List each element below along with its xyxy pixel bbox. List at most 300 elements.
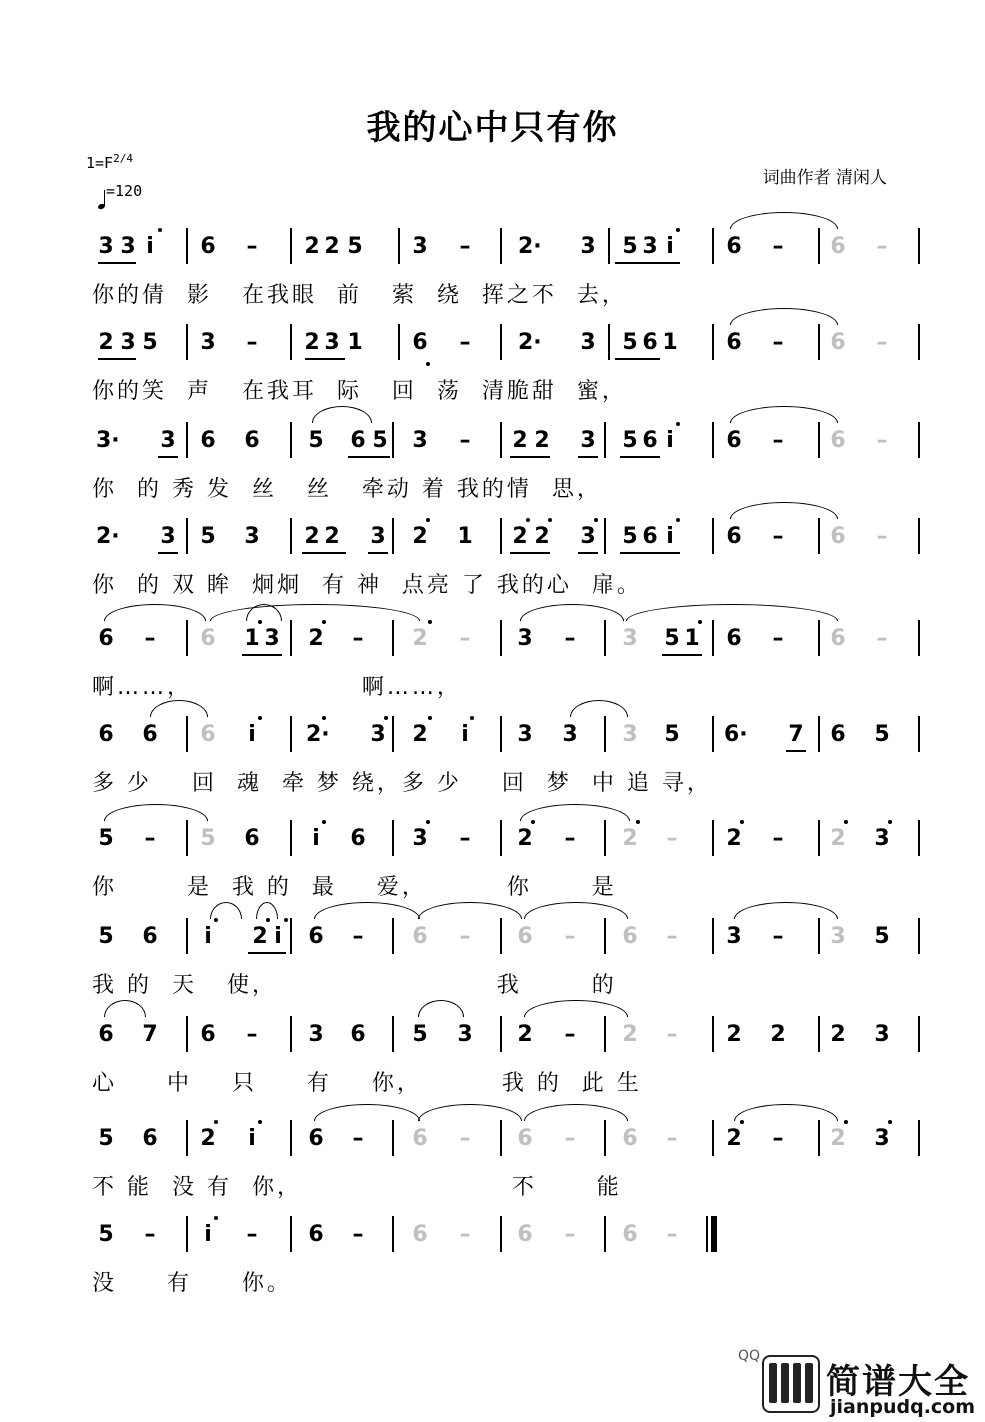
note: 2	[830, 1022, 846, 1047]
note: 2	[726, 1022, 742, 1047]
bar-line	[818, 820, 820, 856]
note: 1	[457, 524, 473, 549]
octave-dot	[888, 820, 892, 824]
note: i	[666, 428, 674, 453]
tempo-marking	[98, 182, 142, 200]
bar-line	[500, 918, 502, 954]
note: –	[459, 626, 471, 651]
note: 2	[770, 1022, 786, 1047]
bar-line	[392, 1120, 394, 1156]
note-row	[0, 424, 985, 464]
note: 6	[830, 524, 846, 549]
bar-line	[604, 716, 606, 752]
note: 6	[412, 330, 428, 355]
note: 6	[200, 428, 216, 453]
note: 6	[200, 234, 216, 259]
time-signature: 2/4	[113, 152, 133, 165]
staff-system	[0, 920, 985, 1016]
note: i	[666, 524, 674, 549]
note: 3	[308, 1022, 324, 1047]
note: –	[246, 1022, 258, 1047]
tempo-value: =120	[106, 182, 143, 200]
bar-line	[818, 518, 820, 554]
beam-underline	[242, 654, 282, 656]
bar-line	[918, 422, 920, 458]
note: 2·	[96, 524, 120, 549]
bar-line	[818, 228, 820, 264]
note: 6	[350, 1022, 366, 1047]
note: –	[666, 1222, 678, 1247]
note: 1	[684, 626, 700, 651]
beam-underline	[786, 750, 806, 752]
note: 3	[412, 428, 428, 453]
tie-slur	[730, 212, 838, 229]
note: 2	[304, 330, 320, 355]
note: –	[772, 234, 784, 259]
bar-line	[392, 820, 394, 856]
note: 6	[142, 1126, 158, 1151]
note: 2	[308, 626, 324, 651]
note: 6	[142, 924, 158, 949]
note: 6	[830, 428, 846, 453]
bar-line	[186, 1016, 188, 1052]
note: 3	[562, 722, 578, 747]
bar-line	[818, 1120, 820, 1156]
note: –	[564, 826, 576, 851]
beam-underline	[510, 456, 550, 458]
note: 5	[200, 524, 216, 549]
note: 3	[370, 524, 386, 549]
bar-line	[712, 228, 714, 264]
note: 3	[160, 524, 176, 549]
bar-line	[392, 1016, 394, 1052]
bar-line	[500, 716, 502, 752]
bar-line	[186, 228, 188, 264]
staff-system	[0, 424, 985, 520]
note: 3	[120, 330, 136, 355]
bar-line	[392, 1216, 394, 1252]
octave-dot	[158, 228, 162, 232]
note: 3	[200, 330, 216, 355]
note-row	[0, 1218, 985, 1258]
note: 3	[517, 626, 533, 651]
bar-line	[818, 620, 820, 656]
bar-line	[818, 1016, 820, 1052]
octave-dot	[322, 620, 326, 624]
key-text: 1=F	[86, 154, 114, 172]
note: 5	[622, 330, 638, 355]
key-signature	[86, 152, 133, 172]
bar-line	[918, 518, 920, 554]
lyric-line: 多 少 回 魂 牵 梦 绕，多 少 回 梦 中 追 寻，	[92, 771, 712, 796]
note: 5	[200, 826, 216, 851]
bar-line	[918, 1016, 920, 1052]
beam-underline	[615, 358, 660, 360]
note: 3	[412, 234, 428, 259]
bar-line	[608, 324, 610, 360]
bar-line	[500, 620, 502, 656]
note: 5	[142, 330, 158, 355]
note: i	[666, 234, 674, 259]
note: –	[459, 234, 471, 259]
note: –	[772, 428, 784, 453]
note: 6	[98, 1022, 114, 1047]
note: –	[459, 1126, 471, 1151]
bar-line	[818, 324, 820, 360]
octave-dot	[322, 716, 326, 720]
bar-line	[186, 1120, 188, 1156]
note: –	[666, 924, 678, 949]
beam-underline	[348, 456, 390, 458]
octave-dot	[676, 422, 680, 426]
note: 3	[622, 626, 638, 651]
note: 6	[350, 428, 366, 453]
octave-dot	[548, 518, 552, 522]
octave-dot	[888, 1120, 892, 1124]
bar-line	[604, 620, 606, 656]
note: 6	[642, 330, 658, 355]
note: 5	[412, 1022, 428, 1047]
bar-line	[500, 422, 502, 458]
beam-underline	[615, 262, 680, 264]
octave-dot	[531, 820, 535, 824]
note: 3	[457, 1022, 473, 1047]
bar-line	[604, 918, 606, 954]
staff-system	[0, 326, 985, 422]
note: 3	[622, 722, 638, 747]
note: 6	[622, 924, 638, 949]
bar-line	[818, 918, 820, 954]
note: 6	[98, 626, 114, 651]
note: 1	[244, 626, 260, 651]
bar-line	[186, 918, 188, 954]
watermark-url: jianpudq.com	[830, 1396, 976, 1418]
note-row	[0, 230, 985, 270]
note: 3	[580, 234, 596, 259]
bar-line	[186, 716, 188, 752]
octave-dot	[594, 518, 598, 522]
note: 1	[662, 330, 678, 355]
note: 7	[788, 722, 804, 747]
note: 3	[517, 722, 533, 747]
bar-line	[290, 228, 292, 264]
staff-system	[0, 520, 985, 616]
bar-line	[290, 1216, 292, 1252]
note: 6	[517, 1222, 533, 1247]
lyric-line: 啊……， 啊……，	[92, 675, 462, 700]
note: i	[204, 1222, 212, 1247]
note: –	[876, 330, 888, 355]
note: –	[144, 626, 156, 651]
note: 2·	[518, 330, 542, 355]
bar-line	[500, 228, 502, 264]
note: 3	[160, 428, 176, 453]
note: 6	[830, 722, 846, 747]
note: 2	[324, 524, 340, 549]
bar-line	[186, 620, 188, 656]
note: –	[876, 428, 888, 453]
bar-line	[398, 228, 400, 264]
bar-line	[500, 820, 502, 856]
bar-line	[290, 820, 292, 856]
bar-line	[186, 820, 188, 856]
note: 3	[874, 1022, 890, 1047]
octave-dot	[636, 820, 640, 824]
staff-system	[0, 230, 985, 326]
note: 3·	[96, 428, 120, 453]
octave-dot	[676, 518, 680, 522]
note: 6	[622, 1126, 638, 1151]
note-row	[0, 822, 985, 862]
note: –	[144, 826, 156, 851]
note: –	[666, 826, 678, 851]
beam-underline	[662, 654, 702, 656]
bar-line	[186, 422, 188, 458]
note: –	[772, 626, 784, 651]
beam-underline	[620, 456, 660, 458]
note: 6	[517, 924, 533, 949]
note: 3	[98, 234, 114, 259]
note: i	[204, 924, 212, 949]
watermark-qq: QQ	[738, 1348, 761, 1364]
note: 6	[412, 1222, 428, 1247]
lyric-line: 我 的 天 使， 我 的	[92, 973, 617, 998]
octave-dot	[258, 1120, 262, 1124]
octave-dot	[844, 1120, 848, 1124]
octave-dot	[426, 820, 430, 824]
note: 6	[412, 1126, 428, 1151]
note: 3	[642, 234, 658, 259]
octave-dot	[428, 716, 432, 720]
bar-line	[712, 918, 714, 954]
note: –	[459, 924, 471, 949]
note: 2	[412, 524, 428, 549]
note: 6	[350, 826, 366, 851]
note: –	[666, 1126, 678, 1151]
note: 2	[517, 826, 533, 851]
note: 6	[244, 826, 260, 851]
final-bar-line	[711, 1216, 717, 1252]
note: 2	[512, 428, 528, 453]
bar-line	[818, 716, 820, 752]
note: –	[459, 330, 471, 355]
note: 2	[726, 1126, 742, 1151]
note: 6	[622, 1222, 638, 1247]
octave-dot	[428, 620, 432, 624]
note: –	[564, 924, 576, 949]
note: 6	[726, 626, 742, 651]
octave-dot	[698, 620, 702, 624]
note: i	[146, 234, 154, 259]
note: –	[459, 1222, 471, 1247]
note: 6	[830, 626, 846, 651]
beam-underline	[248, 952, 286, 954]
bar-line	[712, 422, 714, 458]
bar-line	[500, 518, 502, 554]
bar-line	[604, 820, 606, 856]
bar-line	[290, 716, 292, 752]
octave-dot	[470, 716, 474, 720]
note: 2	[324, 234, 340, 259]
note: 2	[517, 1022, 533, 1047]
note: 5	[874, 722, 890, 747]
note: 2·	[518, 234, 542, 259]
octave-dot	[258, 716, 262, 720]
bar-line	[290, 422, 292, 458]
bar-line	[918, 918, 920, 954]
bar-line	[604, 1216, 606, 1252]
octave-dot	[258, 620, 262, 624]
octave-dot	[740, 1120, 744, 1124]
lyric-line: 你 是 我 的 最 爱， 你 是	[92, 875, 617, 900]
note: 5	[622, 234, 638, 259]
note: 6	[830, 234, 846, 259]
note: –	[352, 626, 364, 651]
note: i	[248, 722, 256, 747]
bar-line	[290, 918, 292, 954]
octave-dot	[266, 918, 270, 922]
lyric-line: 没 有 你。	[92, 1271, 292, 1296]
note: 6	[244, 428, 260, 453]
note: 2	[304, 234, 320, 259]
beam-underline	[302, 552, 346, 554]
note: 2	[304, 524, 320, 549]
beam-underline	[158, 552, 178, 554]
note: –	[666, 1022, 678, 1047]
bar-line	[500, 1120, 502, 1156]
note: –	[772, 524, 784, 549]
octave-dot	[214, 918, 218, 922]
note: –	[564, 626, 576, 651]
note: –	[246, 330, 258, 355]
note-row	[0, 1122, 985, 1162]
note: 6	[726, 524, 742, 549]
note: –	[564, 1022, 576, 1047]
note: –	[246, 1222, 258, 1247]
beam-underline	[620, 552, 680, 554]
note: 6	[200, 626, 216, 651]
beam-underline	[368, 552, 388, 554]
bar-line	[712, 620, 714, 656]
bar-line	[290, 518, 292, 554]
note: –	[772, 924, 784, 949]
beam-underline	[305, 358, 345, 360]
octave-dot	[214, 1120, 218, 1124]
note: 2	[512, 524, 528, 549]
note: 7	[142, 1022, 158, 1047]
note-row	[0, 718, 985, 758]
note: 5	[372, 428, 388, 453]
song-title: 我的心中只有你	[366, 108, 619, 148]
note: –	[144, 1222, 156, 1247]
octave-dot	[284, 918, 288, 922]
lyric-line: 你 的 秀 发 丝 丝 牵动 着 我的情 思，	[92, 477, 602, 502]
note: 6	[412, 924, 428, 949]
note: i	[461, 722, 469, 747]
note: –	[352, 1222, 364, 1247]
note: 5	[874, 924, 890, 949]
bar-line	[186, 1216, 188, 1252]
bar-line	[818, 422, 820, 458]
note: –	[459, 428, 471, 453]
bar-line	[918, 324, 920, 360]
note: 3	[580, 428, 596, 453]
note: 1	[347, 330, 363, 355]
note: i	[274, 924, 282, 949]
note: 2	[830, 826, 846, 851]
bar-line	[392, 716, 394, 752]
lyric-line: 你的笑 声 在我耳 际 回 荡 清脆甜 蜜，	[92, 379, 627, 404]
note: –	[876, 626, 888, 651]
bar-line	[712, 1016, 714, 1052]
bar-line	[604, 422, 606, 458]
lyric-line: 心 中 只 有 你， 我 的 此 生	[92, 1071, 642, 1096]
note: 6	[308, 924, 324, 949]
note: i	[312, 826, 320, 851]
bar-line	[186, 518, 188, 554]
note-row	[0, 326, 985, 366]
note: 5	[308, 428, 324, 453]
staff-system	[0, 622, 985, 718]
staff-system	[0, 718, 985, 814]
lyric-line: 不 能 没 有 你， 不 能	[92, 1175, 622, 1200]
staff-system	[0, 1018, 985, 1114]
bar-line	[290, 620, 292, 656]
note: –	[564, 1222, 576, 1247]
note: 6	[830, 330, 846, 355]
note: 3	[830, 924, 846, 949]
bar-line	[392, 620, 394, 656]
octave-dot	[426, 518, 430, 522]
note: 6	[98, 722, 114, 747]
note: 2·	[306, 722, 330, 747]
note: –	[876, 234, 888, 259]
bar-line	[712, 820, 714, 856]
note: –	[876, 524, 888, 549]
bar-line	[392, 518, 394, 554]
octave-dot	[214, 1216, 218, 1220]
bar-line	[918, 1120, 920, 1156]
note: 6	[642, 524, 658, 549]
beam-underline	[158, 456, 178, 458]
octave-dot	[844, 820, 848, 824]
note: –	[772, 330, 784, 355]
note: 5	[98, 1126, 114, 1151]
note: 3	[874, 1126, 890, 1151]
note-row	[0, 520, 985, 560]
note-row	[0, 1018, 985, 1058]
note: 3	[580, 524, 596, 549]
bar-line	[918, 228, 920, 264]
note: –	[772, 1126, 784, 1151]
bar-line	[290, 1016, 292, 1052]
bar-line	[604, 518, 606, 554]
note: 6	[642, 428, 658, 453]
note: 2	[622, 826, 638, 851]
note: 6	[200, 722, 216, 747]
bar-line	[918, 620, 920, 656]
note: 2	[98, 330, 114, 355]
staff-system	[0, 1122, 985, 1218]
watermark-brand: 简谱大全	[826, 1362, 970, 1402]
bar-line	[712, 716, 714, 752]
note: 3	[412, 826, 428, 851]
piano-logo-icon	[762, 1355, 820, 1413]
lyric-line: 你的倩 影 在我眼 前 萦 绕 挥之不 去，	[92, 283, 627, 308]
note: –	[246, 234, 258, 259]
note: 3	[580, 330, 596, 355]
beam-underline	[510, 552, 550, 554]
